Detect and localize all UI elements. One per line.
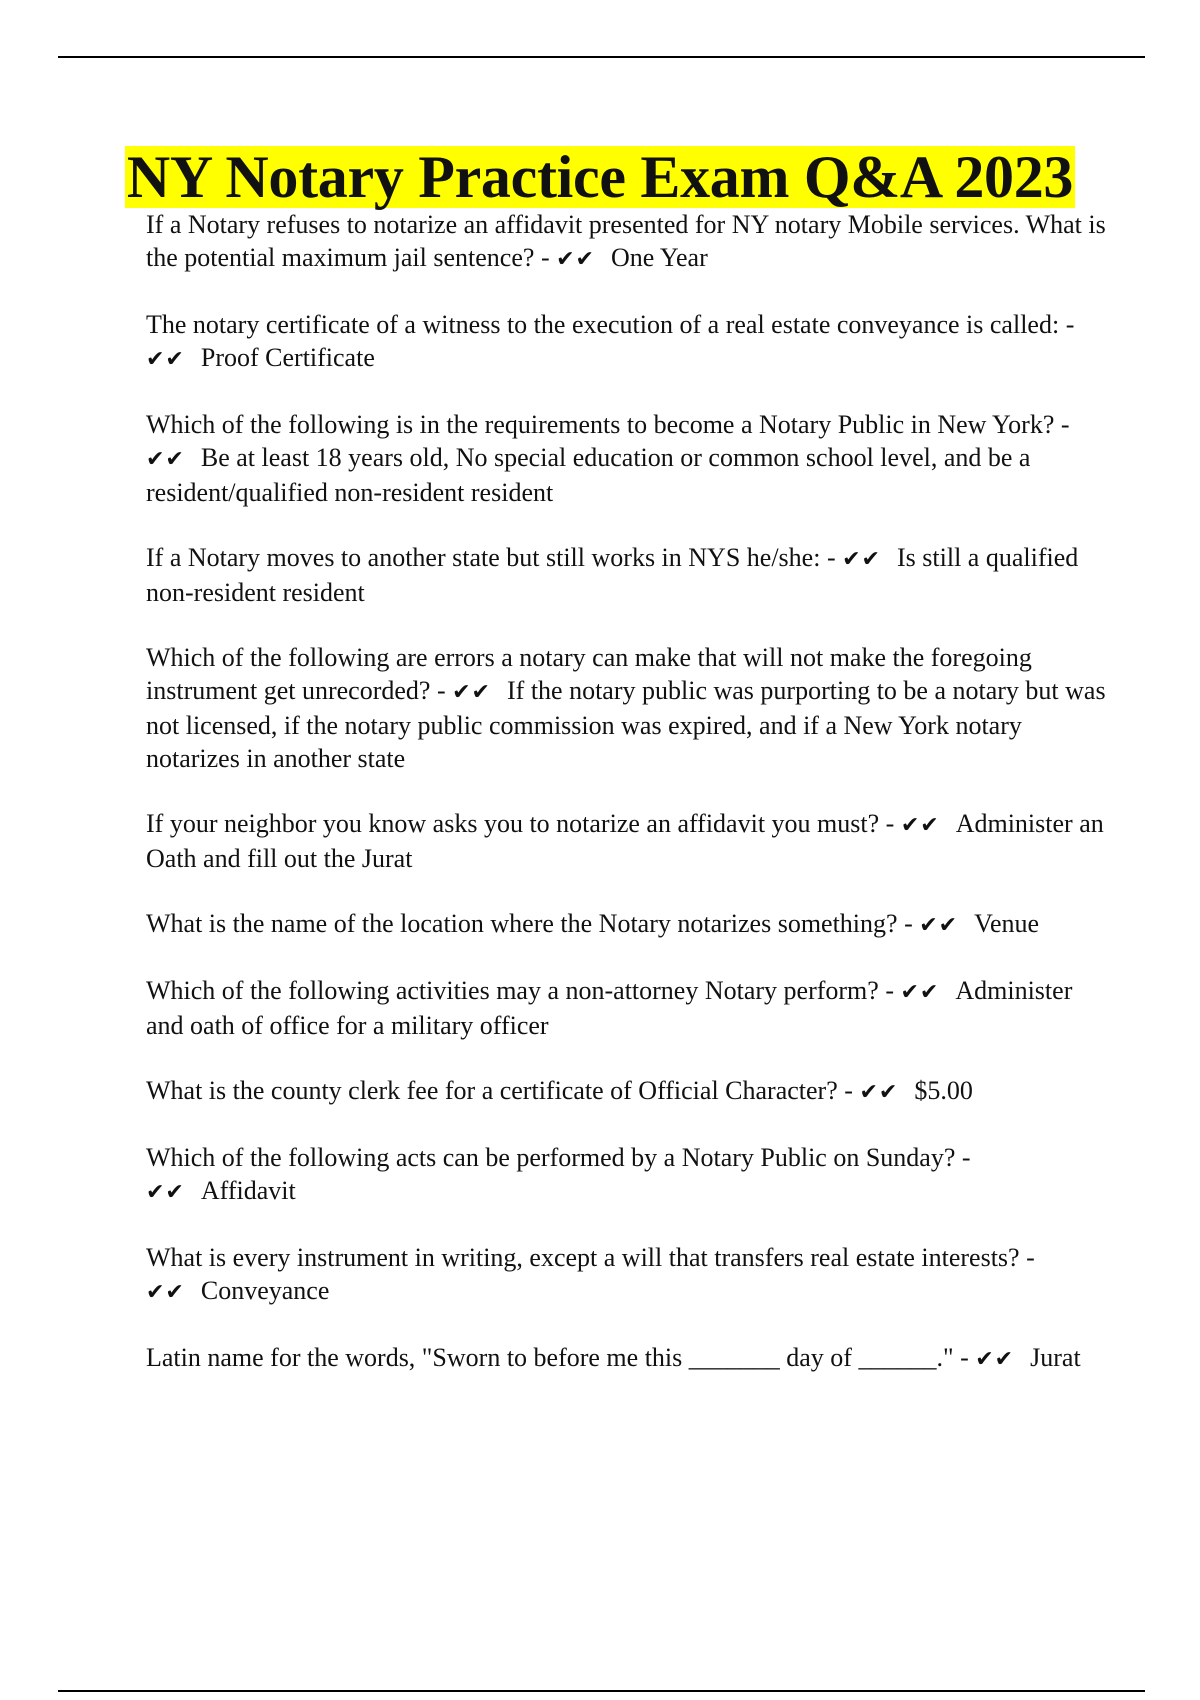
separator: - <box>879 809 901 838</box>
question-text: Which of the following activities may a non-attorney Notary perform? <box>146 976 879 1005</box>
question-text: Which of the following is in the requirements to become a Notary Public in New York? <box>146 410 1055 439</box>
question-text: Which of the following are errors a notary can make that will not make the foregoing instrument get unrecorded? <box>146 643 1032 705</box>
answer-text: Affidavit <box>200 1176 296 1205</box>
qa-item <box>146 208 1106 276</box>
answer-text: Is still a qualified non-resident resident <box>146 543 1079 607</box>
answer-text: Administer and oath of office for a military officer <box>146 976 1073 1040</box>
double-check-icon: ✔✔ <box>146 447 185 472</box>
answer-text: Be at least 18 years old, No special education or common school level, and be a resident/qualified non-resident resident <box>146 443 1031 507</box>
double-check-icon: ✔✔ <box>842 547 881 572</box>
document-title: NY Notary Practice Exam Q&A 2023 <box>126 144 1074 210</box>
qa-list <box>146 208 1106 1408</box>
double-check-icon: ✔✔ <box>975 1347 1015 1372</box>
top-rule <box>58 56 1145 58</box>
answer-text: If the notary public was purporting to be a notary but was not licensed, if the notary public commission was expired, and if a New York notary notarizes in another state <box>146 676 1106 773</box>
question-text: What is the name of the location where the Notary notarizes something? <box>146 909 898 938</box>
double-check-icon: ✔✔ <box>452 680 491 705</box>
answer-text: $5.00 <box>914 1076 973 1105</box>
separator: - <box>955 1143 971 1172</box>
question-text: Latin name for the words, "Sworn to before me this _______ day of ______." <box>146 1343 954 1372</box>
double-check-icon: ✔✔ <box>900 813 940 838</box>
separator: - <box>1019 1243 1035 1272</box>
question-text: The notary certificate of a witness to the execution of a real estate conveyance is called: <box>146 310 1060 339</box>
separator: - <box>1059 310 1075 339</box>
qa-item <box>146 907 1106 942</box>
double-check-icon: ✔✔ <box>146 1180 185 1205</box>
qa-item <box>146 641 1106 775</box>
separator: - <box>534 243 557 272</box>
double-check-icon: ✔✔ <box>146 1280 185 1305</box>
qa-item <box>146 807 1106 875</box>
qa-item <box>146 541 1106 609</box>
qa-item <box>146 1241 1106 1309</box>
qa-item <box>146 1141 1106 1209</box>
separator: - <box>878 976 901 1005</box>
answer-text: Jurat <box>1030 1343 1081 1372</box>
qa-item <box>146 1074 1106 1109</box>
separator: - <box>820 543 843 572</box>
answer-text: Proof Certificate <box>200 343 375 372</box>
question-text: If a Notary refuses to notarize an affidavit presented for NY notary Mobile services. What is the potential maximum jail sentence? <box>146 210 1106 272</box>
separator: - <box>837 1076 860 1105</box>
double-check-icon: ✔✔ <box>859 1080 899 1105</box>
answer-text: Venue <box>974 909 1040 938</box>
question-text: If a Notary moves to another state but still works in NYS he/she: <box>146 543 821 572</box>
question-text: What is every instrument in writing, except a will that transfers real estate interests? <box>146 1243 1020 1272</box>
double-check-icon: ✔✔ <box>919 913 959 938</box>
qa-item <box>146 974 1106 1042</box>
bottom-rule <box>58 1690 1145 1692</box>
question-text: If your neighbor you know asks you to notarize an affidavit you must? <box>146 809 880 838</box>
separator: - <box>953 1343 976 1372</box>
separator: - <box>897 909 920 938</box>
double-check-icon: ✔✔ <box>900 980 940 1005</box>
qa-item <box>146 308 1106 376</box>
separator: - <box>1054 410 1070 439</box>
title-container <box>0 146 1200 208</box>
double-check-icon: ✔✔ <box>146 347 185 372</box>
question-text: What is the county clerk fee for a certificate of Official Character? <box>146 1076 838 1105</box>
answer-text: Conveyance <box>200 1276 330 1305</box>
separator: - <box>430 676 453 705</box>
answer-text: Administer an Oath and fill out the Jurat <box>146 809 1104 873</box>
question-text: Which of the following acts can be performed by a Notary Public on Sunday? <box>146 1143 956 1172</box>
qa-item <box>146 1341 1106 1376</box>
answer-text: One Year <box>610 243 708 272</box>
double-check-icon: ✔✔ <box>556 247 595 272</box>
qa-item <box>146 408 1106 509</box>
